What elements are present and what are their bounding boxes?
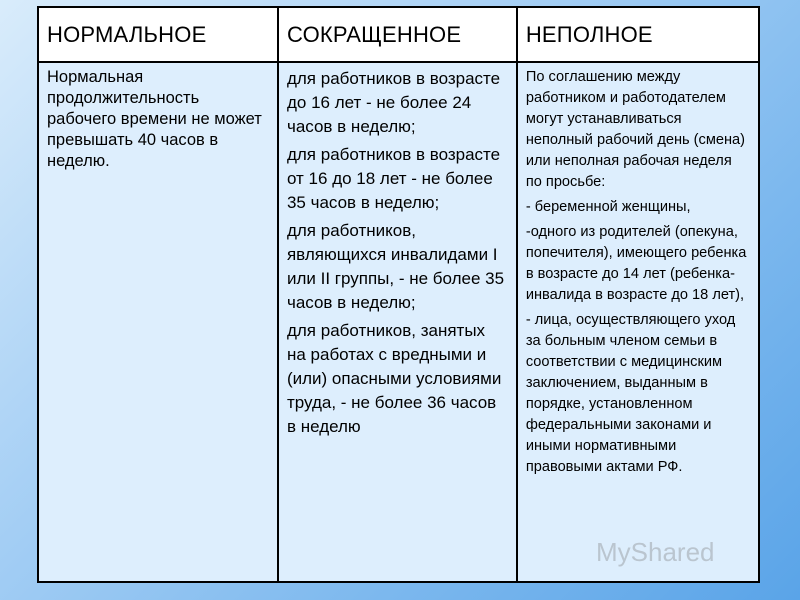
partial-item: По соглашению между работником и работодателем могут устанавливаться неполный рабочий день (смена) или неполная рабочая неделя по просьбе: [525,69,746,190]
header-normal: НОРМАЛЬНОЕ [38,7,278,62]
partial-item: - лица, осуществляющего уход за больным членом семьи в соответствии с медицинским заключением, выданным в порядке, установленном федеральными законами и иными нормативными правовыми актами РФ. [525,312,736,475]
working-time-table [37,6,760,583]
cell-partial [517,62,759,582]
normal-text: Нормальная продолжительность рабочего времени не может превышать 40 часов в неделю. [47,68,262,170]
watermark: MyShared [596,537,715,567]
shortened-item: для работников в возрасте до 16 лет - не более 24 часов в неделю; [286,69,501,136]
cell-normal [38,62,278,582]
cell-shortened [278,62,517,582]
partial-item: - беременной женщины, [525,199,691,215]
shortened-item: для работников, занятых на работах с вредными и (или) опасными условиями труда, - не более 36 часов в неделю [286,321,502,436]
shortened-item: для работников, являющихся инвалидами I или II группы, - не более 35 часов в неделю; [286,221,505,312]
partial-item: -одного из родителей (опекуна, попечителя), имеющего ребенка в возрасте до 14 лет (ребенка-инвалида в возрасте до 18 лет), [525,224,747,303]
table-body-row [38,62,759,582]
table-header-row [38,7,759,62]
header-partial: НЕПОЛНОЕ [517,7,759,62]
header-shortened: СОКРАЩЕННОЕ [278,7,517,62]
shortened-item: для работников в возрасте от 16 до 18 лет - не более 35 часов в неделю; [286,145,501,212]
